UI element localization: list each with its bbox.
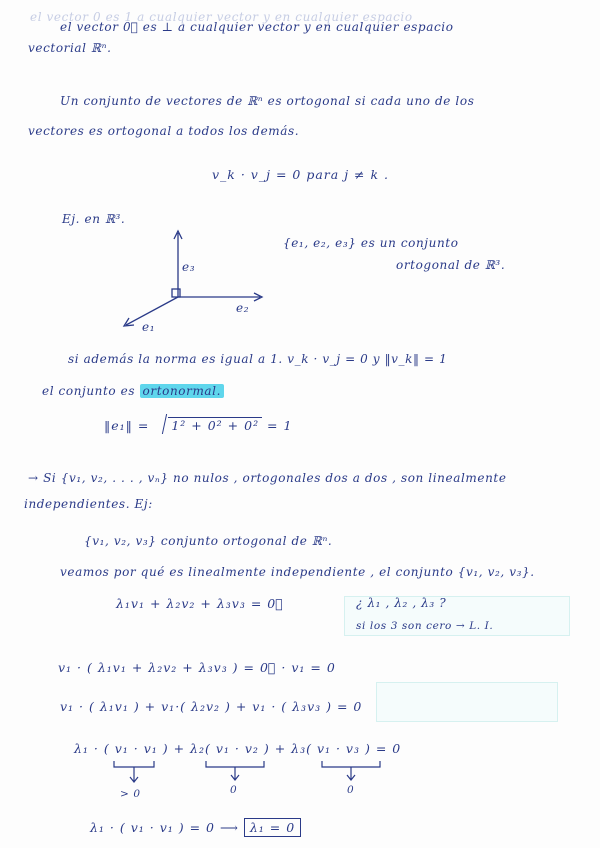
line-vectorial-rn: vectorial ℝⁿ. — [28, 41, 112, 55]
line-veamos: veamos por qué es linealmente independiente , el conjunto {v₁, v₂, v₃}. — [60, 565, 535, 579]
norm-e1-right: = 1 — [262, 418, 293, 433]
final-equation-left: λ₁ · ( v₁ · v₁ ) = 0 ⟶ — [90, 820, 244, 835]
norm-e1-left: ‖e₁‖ = — [104, 418, 155, 433]
norm-e1-equation — [104, 418, 292, 433]
line-conjunto-ortogonal: Un conjunto de vectores de ℝⁿ es ortogonal si cada uno de los — [60, 94, 475, 108]
set-description-line1: {e₁, e₂, e₃} es un conjunto — [283, 236, 459, 250]
underbrace-2 — [206, 761, 264, 767]
underbrace-1 — [114, 761, 154, 767]
label-e3: e₃ — [182, 260, 196, 274]
underbrace-label-zero-2: 0 — [347, 784, 355, 796]
line-vector-zero: el vector 0⃗ es ⊥ a cualquier vector y en cualquier espacio — [60, 20, 454, 34]
faint-header-text: el vector 0 es 1 a cualquier vector y en cualquier espacio — [30, 10, 413, 24]
underbrace-3 — [322, 761, 380, 767]
line-si-no-nulos: → Si {v₁, v₂, . . . , vₙ} no nulos , ortogonales dos a dos , son linealmente — [28, 471, 507, 485]
final-result-box: λ₁ = 0 — [244, 818, 301, 837]
sqrt-radicand: 1² + 0² + 0² — [168, 417, 262, 433]
basis-vectors-diagram — [108, 225, 288, 335]
equation-orthogonality: v_k · v_j = 0 para j ≠ k . — [212, 167, 390, 182]
example-r3-label: Ej. en ℝ³. — [62, 212, 126, 226]
underbraces — [104, 759, 404, 795]
line-conjunto-ortogonal-rn: {v₁, v₂, v₃} conjunto ortogonal de ℝⁿ. — [84, 534, 333, 548]
conjunto-es-text: el conjunto es — [42, 384, 140, 398]
equation-linear-combination: λ₁v₁ + λ₂v₂ + λ₃v₃ = 0⃗ — [116, 596, 284, 611]
line-conjunto-ortonormal — [42, 384, 224, 398]
equation-multiply-v1: v₁ · ( λ₁v₁ + λ₂v₂ + λ₃v₃ ) = 0⃗ · v₁ = 0 — [58, 660, 336, 675]
faint-box-bottom — [376, 682, 558, 722]
underbrace-label-zero-1: 0 — [230, 784, 238, 796]
line-independientes-ej: independientes. Ej: — [24, 497, 153, 511]
line-ortogonal-demas: vectores es ortogonal a todos los demás. — [28, 124, 300, 138]
ortonormal-highlight: ortonormal. — [140, 384, 224, 398]
equation-dot-products: λ₁ · ( v₁ · v₁ ) + λ₂( v₁ · v₂ ) + λ₃( v₁ · v₃ ) = 0 — [74, 741, 402, 756]
final-equation — [90, 820, 301, 835]
equation-distribute: v₁ · ( λ₁v₁ ) + v₁·( λ₂v₂ ) + v₁ · ( λ₃v₃ ) = 0 — [60, 699, 363, 714]
label-e1: e₁ — [142, 320, 156, 334]
line-si-los-3-cero: si los 3 son cero → L. I. — [356, 620, 494, 632]
underbrace-label-positive: > 0 — [120, 788, 141, 800]
lambdas-question: ¿ λ₁ , λ₂ , λ₃ ? — [356, 596, 447, 610]
sqrt-symbol — [154, 418, 262, 433]
line-norma-igual-1: si además la norma es igual a 1. v_k · v_j = 0 y ‖v_k‖ = 1 — [68, 352, 448, 366]
label-e2: e₂ — [236, 301, 250, 315]
origin-box — [172, 289, 180, 297]
set-description-line2: ortogonal de ℝ³. — [396, 258, 506, 272]
